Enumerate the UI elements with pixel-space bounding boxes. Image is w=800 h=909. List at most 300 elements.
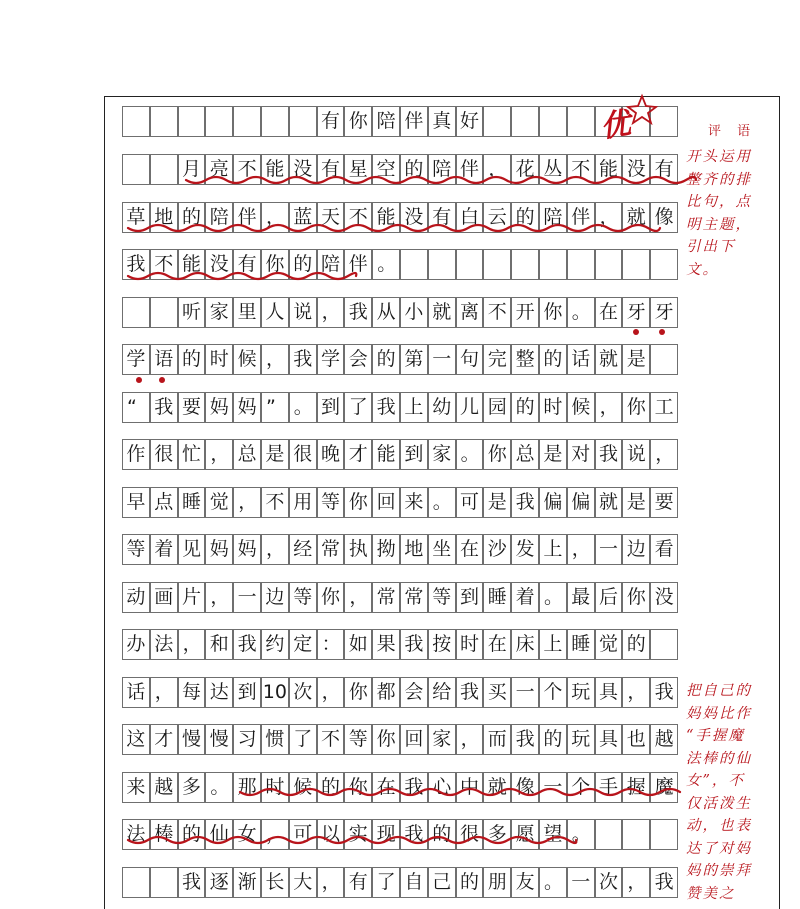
grid-cell [150,867,178,898]
grid-cell [650,819,678,850]
grid-cell [428,249,456,280]
grid-cell: 你 [483,439,511,470]
grid-cell: 就 [595,344,623,375]
grid-cell: 具 [595,724,623,755]
grid-cell: 能 [595,154,623,185]
essay-row [122,677,678,708]
grid-cell: 。 [456,439,484,470]
grid-cell: 听 [178,297,206,328]
grid-cell: 动 [122,582,150,613]
grid-cell: 看 [650,534,678,565]
grid-cell: 执 [344,534,372,565]
essay-row [122,392,678,423]
grid-cell: 对 [567,439,595,470]
grid-cell: 床 [511,629,539,660]
grid-cell: 你 [622,582,650,613]
grid-cell: ， [261,534,289,565]
grid-cell: 没 [622,154,650,185]
grid-cell [150,297,178,328]
comment-metaphor [686,680,752,905]
grid-cell: 上 [539,534,567,565]
grid-cell [122,154,150,185]
grid-cell: 法 [122,819,150,850]
grid-cell: 语 [150,344,178,375]
comment-line: 引出下 [686,239,736,255]
grid-cell [650,106,678,137]
grid-cell: 睡 [483,582,511,613]
grid-cell: 中 [456,772,484,803]
grid-cell: 到 [233,677,261,708]
grid-cell: 实 [344,819,372,850]
grid-cell: 的 [511,392,539,423]
essay-row [122,772,678,803]
grid-cell: 如 [344,629,372,660]
grid-cell: 开 [511,297,539,328]
grid-cell: 就 [428,297,456,328]
grid-cell: 越 [650,724,678,755]
grid-cell: 你 [344,677,372,708]
grid-cell: 会 [400,677,428,708]
grid-cell: 最 [567,582,595,613]
grid-cell: 望 [539,819,567,850]
essay-row [122,867,678,898]
grid-cell: 我 [650,867,678,898]
grid-cell: 。 [567,297,595,328]
grid-cell: 一 [567,867,595,898]
essay-row [122,487,678,518]
grid-cell: 常 [317,534,345,565]
grid-cell [122,106,150,137]
grid-cell [261,106,289,137]
grid-cell: 一 [511,677,539,708]
grid-cell: 惯 [261,724,289,755]
grid-cell: 这 [122,724,150,755]
grid-cell: 我 [344,297,372,328]
grid-cell: 买 [483,677,511,708]
grid-cell: ， [622,867,650,898]
grid-cell [539,106,567,137]
grid-cell: 能 [261,154,289,185]
grid-cell: 我 [650,677,678,708]
grid-cell: 了 [289,724,317,755]
grid-cell [483,249,511,280]
grid-cell: 个 [567,772,595,803]
grid-cell: 的 [289,249,317,280]
grid-cell: 园 [483,392,511,423]
grid-cell: 边 [261,582,289,613]
grid-cell: 到 [317,392,345,423]
grid-cell: 妈 [233,534,261,565]
grid-cell: 总 [511,439,539,470]
comment-line: 妈妈比作 [686,705,752,722]
grid-cell [400,249,428,280]
grid-cell: 像 [650,202,678,233]
grid-cell: 里 [233,297,261,328]
comment-line: 把自己的 [686,683,752,699]
grid-cell: 能 [372,439,400,470]
grid-cell: 好 [456,106,484,137]
grid-cell: 地 [400,534,428,565]
grid-cell: 约 [261,629,289,660]
grid-cell: 很 [150,439,178,470]
grid-cell: 人 [261,297,289,328]
grid-cell: 等 [317,487,345,518]
grid-cell: 时 [456,629,484,660]
grid-cell: 办 [122,629,150,660]
grid-cell: ， [150,677,178,708]
grid-cell: 次 [595,867,623,898]
grid-cell: 从 [372,297,400,328]
grid-cell [205,106,233,137]
grid-cell: 来 [400,487,428,518]
essay-row [122,819,678,850]
grid-cell: 来 [122,772,150,803]
grid-cell: 幼 [428,392,456,423]
grid-cell: 你 [344,106,372,137]
grid-cell [483,106,511,137]
grid-cell: 用 [289,487,317,518]
grid-cell [622,819,650,850]
grid-cell: 有 [650,154,678,185]
grid-cell: ， [205,439,233,470]
grid-cell: 的 [400,154,428,185]
grid-cell: 陪 [539,202,567,233]
grid-cell: 不 [344,202,372,233]
grid-cell: 才 [150,724,178,755]
grid-cell: 可 [289,819,317,850]
grid-cell: 有 [344,867,372,898]
grid-cell: 的 [511,202,539,233]
grid-cell: ， [261,819,289,850]
comment-label: 评 语 [708,124,757,139]
grid-cell: 到 [456,582,484,613]
grid-cell: 要 [650,487,678,518]
essay-row [122,439,678,470]
grid-cell: 就 [595,487,623,518]
grid-cell: 多 [178,772,206,803]
grid-cell: 定 [289,629,317,660]
grid-cell: ， [595,202,623,233]
grid-cell: ， [595,392,623,423]
grid-cell: 句 [456,344,484,375]
grid-cell: 很 [289,439,317,470]
grid-cell: 的 [178,344,206,375]
grid-cell: 没 [650,582,678,613]
grid-cell: 长 [261,867,289,898]
grid-cell: 习 [233,724,261,755]
grid-cell: 候 [233,344,261,375]
grid-cell: 那 [233,772,261,803]
grid-cell: 有 [317,106,345,137]
grid-cell: 到 [400,439,428,470]
grid-cell: ， [261,344,289,375]
grid-cell: 点 [150,487,178,518]
grid-cell: 也 [622,724,650,755]
grid-cell: 多 [483,819,511,850]
grid-cell: 你 [344,772,372,803]
grid-cell [650,249,678,280]
grid-cell: 晚 [317,439,345,470]
grid-cell: 学 [122,344,150,375]
grid-cell: 总 [233,439,261,470]
grid-cell: 慢 [178,724,206,755]
grid-cell: 妈 [205,392,233,423]
grid-cell: 是 [622,487,650,518]
grid-cell: 我 [178,867,206,898]
grid-cell: 妈 [205,534,233,565]
grid-cell: ， [205,582,233,613]
grid-cell [650,344,678,375]
grid-cell: 回 [400,724,428,755]
grid-cell: 在 [372,772,400,803]
grid-cell: 在 [483,629,511,660]
grid-cell: 我 [511,724,539,755]
title-row [122,106,678,137]
grid-cell: 有 [317,154,345,185]
grid-cell: ， [483,154,511,185]
grid-cell: 上 [400,392,428,423]
grid-cell: 你 [261,249,289,280]
grid-cell: 有 [233,249,261,280]
grid-cell: 友 [511,867,539,898]
comment-opening [686,146,752,281]
grid-cell: 真 [428,106,456,137]
grid-cell: 时 [539,392,567,423]
grid-cell: 觉 [595,629,623,660]
grid-cell: 花 [511,154,539,185]
grid-cell: “ [122,392,150,423]
grid-cell: 话 [122,677,150,708]
grid-cell [650,629,678,660]
grid-cell: 按 [428,629,456,660]
comment-line: 动，也表 [686,818,752,834]
grid-cell: 一 [539,772,567,803]
comment-line: 仅活泼生 [686,795,752,812]
grid-cell: 达 [205,677,233,708]
grid-cell: 儿 [456,392,484,423]
grid-cell: 时 [205,344,233,375]
grid-cell: 要 [178,392,206,423]
grid-cell: 的 [539,724,567,755]
grid-cell: 工 [650,392,678,423]
grid-cell: 朋 [483,867,511,898]
grid-cell: 边 [622,534,650,565]
grid-cell [150,154,178,185]
essay-row [122,534,678,565]
grid-cell: ， [178,629,206,660]
grid-cell: 逐 [205,867,233,898]
grid-cell: 玩 [567,724,595,755]
grid-cell: 回 [372,487,400,518]
grid-cell: 发 [511,534,539,565]
grid-cell [539,249,567,280]
grid-cell: 早 [122,487,150,518]
grid-cell [622,249,650,280]
grid-cell: 的 [539,344,567,375]
grid-cell: 己 [428,867,456,898]
grid-cell [233,106,261,137]
grid-cell: 等 [344,724,372,755]
grid-cell: 具 [595,677,623,708]
grid-cell: 陪 [372,106,400,137]
grid-cell: 渐 [233,867,261,898]
grid-cell: 家 [205,297,233,328]
grid-cell: 我 [122,249,150,280]
grid-cell: 自 [400,867,428,898]
grid-cell: 坐 [428,534,456,565]
grid-cell: 不 [317,724,345,755]
grid-cell: 。 [428,487,456,518]
grid-cell: 睡 [178,487,206,518]
grid-cell: 是 [622,344,650,375]
comment-line: 赞美之 [686,885,736,902]
grid-cell: 愿 [511,819,539,850]
grid-cell: ， [344,582,372,613]
grid-cell: 陪 [205,202,233,233]
grid-cell: 给 [428,677,456,708]
grid-cell: 空 [372,154,400,185]
grid-cell: 作 [122,439,150,470]
grid-cell: 画 [150,582,178,613]
grid-cell: 草 [122,202,150,233]
grid-cell [567,106,595,137]
grid-cell: 说 [289,297,317,328]
grid-cell: 着 [150,534,178,565]
grid-cell: 是 [483,487,511,518]
grid-cell [122,867,150,898]
grid-cell: 时 [261,772,289,803]
grid-cell: ， [650,439,678,470]
grid-cell: 玩 [567,677,595,708]
grid-cell: 的 [178,202,206,233]
grid-cell: 第 [400,344,428,375]
grid-cell [511,106,539,137]
grid-cell: 的 [622,629,650,660]
grid-cell: 拗 [372,534,400,565]
grid-cell: 偏 [567,487,595,518]
grid-cell: 我 [372,392,400,423]
grid-cell: 。 [539,582,567,613]
grid-cell: 一 [595,534,623,565]
grid-cell: 家 [428,439,456,470]
grid-cell: 我 [233,629,261,660]
grid-cell: 候 [289,772,317,803]
grid-cell: 蓝 [289,202,317,233]
grid-cell: 月 [178,154,206,185]
grid-cell: 。 [539,867,567,898]
grid-cell: 学 [317,344,345,375]
grid-cell: 仙 [205,819,233,850]
comment-line: 整齐的排 [686,171,752,188]
grid-cell: 亮 [205,154,233,185]
grid-cell: 是 [539,439,567,470]
grid-cell: 就 [622,202,650,233]
grid-cell: 伴 [456,154,484,185]
grid-cell: 家 [428,724,456,755]
grid-cell: 等 [289,582,317,613]
grid-cell [595,249,623,280]
grid-cell [178,106,206,137]
grid-cell: 的 [456,867,484,898]
grid-cell: 的 [372,344,400,375]
grid-cell: 等 [428,582,456,613]
grid-cell: 手 [595,772,623,803]
grid-cell: 的 [428,819,456,850]
grid-cell: 我 [400,772,428,803]
grid-cell: 上 [539,629,567,660]
grid-cell: 在 [456,534,484,565]
grid-cell: 果 [372,629,400,660]
grid-cell: 后 [595,582,623,613]
grid-cell [289,106,317,137]
essay-row [122,344,678,375]
grid-cell: 没 [205,249,233,280]
grid-cell: ， [622,677,650,708]
grid-cell: 不 [483,297,511,328]
grid-cell: ： [317,629,345,660]
grid-cell: 。 [567,819,595,850]
grid-cell: ， [317,867,345,898]
essay-row [122,297,678,328]
grid-cell: 整 [511,344,539,375]
comment-line: “手握魔 [686,728,745,744]
grid-cell: 慢 [205,724,233,755]
grid-cell: 沙 [483,534,511,565]
grid-cell: 伴 [344,249,372,280]
grid-cell: 完 [483,344,511,375]
grid-cell: 不 [150,249,178,280]
essay-grid [122,0,682,909]
grid-cell: 我 [456,677,484,708]
comment-line: 女”，不 [686,773,745,789]
grid-cell [595,819,623,850]
grid-cell: 白 [456,202,484,233]
grid-cell [456,249,484,280]
grid-cell: 云 [483,202,511,233]
grid-cell: 不 [567,154,595,185]
grid-cell: 经 [289,534,317,565]
grid-cell: 偏 [539,487,567,518]
grid-cell: ， [261,202,289,233]
grid-cell: 我 [511,487,539,518]
grid-cell: 一 [428,344,456,375]
grid-cell: 你 [372,724,400,755]
comment-line: 文。 [686,261,719,278]
grid-cell [567,249,595,280]
essay-row [122,724,678,755]
grid-cell: 你 [539,297,567,328]
grid-cell: 的 [317,772,345,803]
grid-cell: 你 [344,487,372,518]
grid-cell: 了 [344,392,372,423]
grid-cell: ， [233,487,261,518]
grid-cell: 次 [289,677,317,708]
grid-cell: 大 [289,867,317,898]
grid-cell: ， [456,724,484,755]
grid-cell: 等 [122,534,150,565]
grid-cell: 而 [483,724,511,755]
grid-cell: 天 [317,202,345,233]
grid-cell: 个 [539,677,567,708]
grid-cell: 一 [233,582,261,613]
grid-cell: 睡 [567,629,595,660]
grid-cell: 法 [150,629,178,660]
grid-cell: 10 [261,677,289,708]
comment-line: 达了对妈 [686,840,752,857]
grid-cell: 我 [289,344,317,375]
grid-cell: 很 [456,819,484,850]
grid-cell: 话 [567,344,595,375]
